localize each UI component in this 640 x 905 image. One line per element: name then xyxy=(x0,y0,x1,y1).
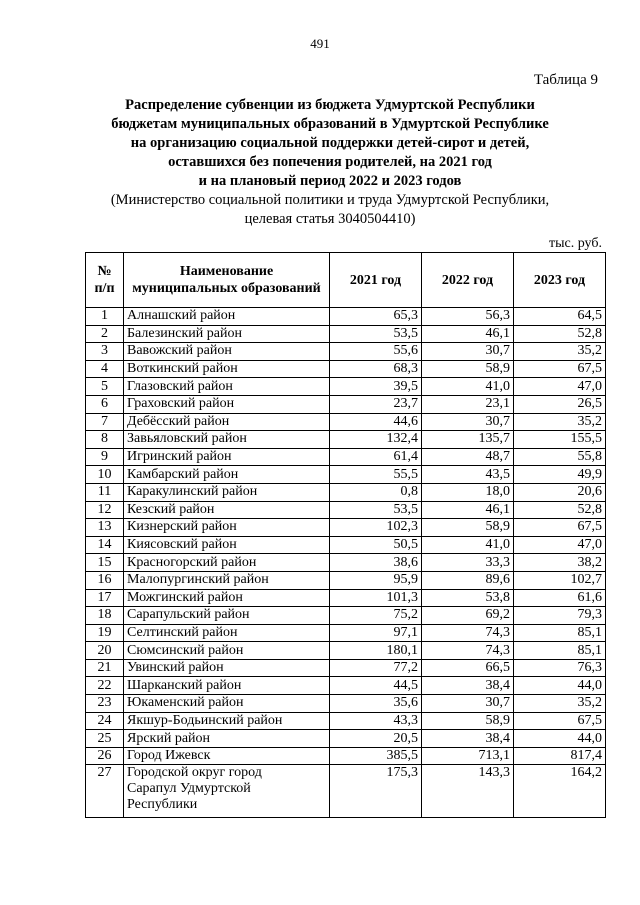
value-2021: 38,6 xyxy=(330,554,422,572)
value-2023: 61,6 xyxy=(514,589,606,607)
municipality-name: Красногорский район xyxy=(124,554,330,572)
table-row xyxy=(86,413,606,431)
title-line: бюджетам муниципальных образований в Удмуртской Республике xyxy=(111,116,549,132)
value-2023: 35,2 xyxy=(514,413,606,431)
value-2022: 143,3 xyxy=(422,765,514,818)
row-number: 12 xyxy=(86,501,124,519)
municipality-name: Городской округ город Сарапул Удмуртской Республики xyxy=(124,765,330,818)
value-2021: 68,3 xyxy=(330,360,422,378)
row-number: 20 xyxy=(86,642,124,660)
municipality-name: Вавожский район xyxy=(124,343,330,361)
table-row xyxy=(86,501,606,519)
municipality-name: Дебёсский район xyxy=(124,413,330,431)
row-number: 27 xyxy=(86,765,124,818)
value-2022: 38,4 xyxy=(422,677,514,695)
table-row xyxy=(86,466,606,484)
value-2021: 102,3 xyxy=(330,519,422,537)
value-2023: 38,2 xyxy=(514,554,606,572)
municipality-name: Алнашский район xyxy=(124,308,330,326)
value-2022: 74,3 xyxy=(422,642,514,660)
value-2021: 97,1 xyxy=(330,624,422,642)
municipality-name: Ярский район xyxy=(124,730,330,748)
row-number: 21 xyxy=(86,659,124,677)
value-2022: 46,1 xyxy=(422,501,514,519)
value-2021: 53,5 xyxy=(330,501,422,519)
value-2022: 66,5 xyxy=(422,659,514,677)
row-number: 19 xyxy=(86,624,124,642)
municipality-name: Балезинский район xyxy=(124,325,330,343)
municipality-name: Шарканский район xyxy=(124,677,330,695)
municipality-name: Кизнерский район xyxy=(124,519,330,537)
municipality-name: Глазовский район xyxy=(124,378,330,396)
row-number: 11 xyxy=(86,483,124,501)
row-number: 4 xyxy=(86,360,124,378)
municipality-name: Город Ижевск xyxy=(124,747,330,765)
table-row xyxy=(86,765,606,818)
title-line: и на плановый период 2022 и 2023 годов xyxy=(198,173,462,189)
table-row xyxy=(86,571,606,589)
row-number: 23 xyxy=(86,695,124,713)
table-row xyxy=(86,659,606,677)
row-number: 26 xyxy=(86,747,124,765)
page-number: 491 xyxy=(310,36,330,51)
value-2021: 0,8 xyxy=(330,483,422,501)
value-2023: 26,5 xyxy=(514,395,606,413)
title-line: на организацию социальной поддержки детей-сирот и детей, xyxy=(130,135,530,151)
value-2022: 30,7 xyxy=(422,413,514,431)
value-2023: 85,1 xyxy=(514,642,606,660)
row-number: 7 xyxy=(86,413,124,431)
municipality-name: Кезский район xyxy=(124,501,330,519)
value-2021: 55,6 xyxy=(330,343,422,361)
value-2021: 44,5 xyxy=(330,677,422,695)
value-2023: 52,8 xyxy=(514,325,606,343)
value-2022: 48,7 xyxy=(422,448,514,466)
value-2021: 175,3 xyxy=(330,765,422,818)
units-label: тыс. руб. xyxy=(549,236,602,251)
table-row xyxy=(86,343,606,361)
value-2021: 385,5 xyxy=(330,747,422,765)
municipality-name: Сарапульский район xyxy=(124,607,330,625)
table-row xyxy=(86,695,606,713)
value-2023: 35,2 xyxy=(514,343,606,361)
value-2023: 79,3 xyxy=(514,607,606,625)
value-2021: 55,5 xyxy=(330,466,422,484)
table-row xyxy=(86,624,606,642)
value-2023: 35,2 xyxy=(514,695,606,713)
row-number: 24 xyxy=(86,712,124,730)
table-row xyxy=(86,483,606,501)
table-row xyxy=(86,431,606,449)
table-row xyxy=(86,308,606,326)
value-2021: 95,9 xyxy=(330,571,422,589)
header-number: № п/п xyxy=(86,253,124,308)
table-row xyxy=(86,325,606,343)
value-2022: 38,4 xyxy=(422,730,514,748)
value-2023: 76,3 xyxy=(514,659,606,677)
value-2023: 817,4 xyxy=(514,747,606,765)
value-2023: 49,9 xyxy=(514,466,606,484)
table-row xyxy=(86,677,606,695)
municipality-name: Юкаменский район xyxy=(124,695,330,713)
value-2021: 65,3 xyxy=(330,308,422,326)
document-title xyxy=(60,96,600,191)
table-row xyxy=(86,519,606,537)
table-row xyxy=(86,448,606,466)
value-2022: 58,9 xyxy=(422,519,514,537)
municipality-name: Киясовский район xyxy=(124,536,330,554)
table-row xyxy=(86,554,606,572)
value-2021: 43,3 xyxy=(330,712,422,730)
value-2022: 69,2 xyxy=(422,607,514,625)
table-row xyxy=(86,607,606,625)
row-number: 3 xyxy=(86,343,124,361)
table-row xyxy=(86,747,606,765)
table-row xyxy=(86,395,606,413)
municipality-name: Селтинский район xyxy=(124,624,330,642)
municipality-name: Сюмсинский район xyxy=(124,642,330,660)
value-2023: 47,0 xyxy=(514,378,606,396)
header-municipality: Наименование муниципальных образований xyxy=(124,253,330,308)
table-row xyxy=(86,536,606,554)
value-2022: 58,9 xyxy=(422,360,514,378)
document-subtitle xyxy=(80,191,580,229)
value-2023: 67,5 xyxy=(514,712,606,730)
value-2021: 61,4 xyxy=(330,448,422,466)
table-row xyxy=(86,642,606,660)
row-number: 18 xyxy=(86,607,124,625)
value-2022: 23,1 xyxy=(422,395,514,413)
municipality-name: Малопургинский район xyxy=(124,571,330,589)
row-number: 5 xyxy=(86,378,124,396)
value-2021: 35,6 xyxy=(330,695,422,713)
value-2023: 164,2 xyxy=(514,765,606,818)
row-number: 2 xyxy=(86,325,124,343)
value-2023: 55,8 xyxy=(514,448,606,466)
value-2023: 67,5 xyxy=(514,519,606,537)
value-2022: 713,1 xyxy=(422,747,514,765)
municipality-name: Каракулинский район xyxy=(124,483,330,501)
value-2023: 47,0 xyxy=(514,536,606,554)
row-number: 6 xyxy=(86,395,124,413)
value-2022: 33,3 xyxy=(422,554,514,572)
value-2023: 67,5 xyxy=(514,360,606,378)
value-2021: 101,3 xyxy=(330,589,422,607)
header-2021: 2021 год xyxy=(330,253,422,308)
value-2022: 89,6 xyxy=(422,571,514,589)
municipality-name: Камбарский район xyxy=(124,466,330,484)
value-2021: 39,5 xyxy=(330,378,422,396)
subvention-table xyxy=(85,252,606,818)
value-2023: 44,0 xyxy=(514,730,606,748)
municipality-name: Завьяловский район xyxy=(124,431,330,449)
table-row xyxy=(86,712,606,730)
value-2022: 135,7 xyxy=(422,431,514,449)
value-2022: 41,0 xyxy=(422,378,514,396)
subtitle-line: целевая статья 3040504410) xyxy=(244,211,416,227)
table-row xyxy=(86,360,606,378)
municipality-name: Увинский район xyxy=(124,659,330,677)
value-2021: 180,1 xyxy=(330,642,422,660)
value-2022: 30,7 xyxy=(422,343,514,361)
municipality-name: Можгинский район xyxy=(124,589,330,607)
value-2022: 46,1 xyxy=(422,325,514,343)
value-2022: 74,3 xyxy=(422,624,514,642)
title-line: Распределение субвенции из бюджета Удмуртской Республики xyxy=(125,97,535,113)
value-2023: 20,6 xyxy=(514,483,606,501)
value-2022: 58,9 xyxy=(422,712,514,730)
row-number: 10 xyxy=(86,466,124,484)
value-2021: 132,4 xyxy=(330,431,422,449)
row-number: 9 xyxy=(86,448,124,466)
row-number: 17 xyxy=(86,589,124,607)
value-2022: 18,0 xyxy=(422,483,514,501)
table-row xyxy=(86,730,606,748)
value-2022: 30,7 xyxy=(422,695,514,713)
value-2021: 77,2 xyxy=(330,659,422,677)
row-number: 22 xyxy=(86,677,124,695)
table-label: Таблица 9 xyxy=(533,72,598,88)
header-2023: 2023 год xyxy=(514,253,606,308)
value-2022: 41,0 xyxy=(422,536,514,554)
table-row xyxy=(86,378,606,396)
municipality-name: Граховский район xyxy=(124,395,330,413)
value-2021: 75,2 xyxy=(330,607,422,625)
value-2022: 43,5 xyxy=(422,466,514,484)
header-2022: 2022 год xyxy=(422,253,514,308)
row-number: 25 xyxy=(86,730,124,748)
row-number: 15 xyxy=(86,554,124,572)
value-2023: 44,0 xyxy=(514,677,606,695)
subtitle-line: (Министерство социальной политики и труда Удмуртской Республики, xyxy=(110,192,550,208)
row-number: 13 xyxy=(86,519,124,537)
municipality-name: Воткинский район xyxy=(124,360,330,378)
value-2023: 64,5 xyxy=(514,308,606,326)
table-header-row xyxy=(86,253,606,308)
value-2021: 23,7 xyxy=(330,395,422,413)
value-2022: 53,8 xyxy=(422,589,514,607)
value-2023: 52,8 xyxy=(514,501,606,519)
value-2021: 20,5 xyxy=(330,730,422,748)
value-2022: 56,3 xyxy=(422,308,514,326)
value-2021: 53,5 xyxy=(330,325,422,343)
title-line: оставшихся без попечения родителей, на 2021 год xyxy=(168,154,492,170)
value-2023: 155,5 xyxy=(514,431,606,449)
value-2021: 50,5 xyxy=(330,536,422,554)
municipality-name: Якшур-Бодьинский район xyxy=(124,712,330,730)
value-2021: 44,6 xyxy=(330,413,422,431)
row-number: 1 xyxy=(86,308,124,326)
row-number: 14 xyxy=(86,536,124,554)
row-number: 16 xyxy=(86,571,124,589)
value-2023: 102,7 xyxy=(514,571,606,589)
municipality-name: Игринский район xyxy=(124,448,330,466)
value-2023: 85,1 xyxy=(514,624,606,642)
row-number: 8 xyxy=(86,431,124,449)
table-row xyxy=(86,589,606,607)
